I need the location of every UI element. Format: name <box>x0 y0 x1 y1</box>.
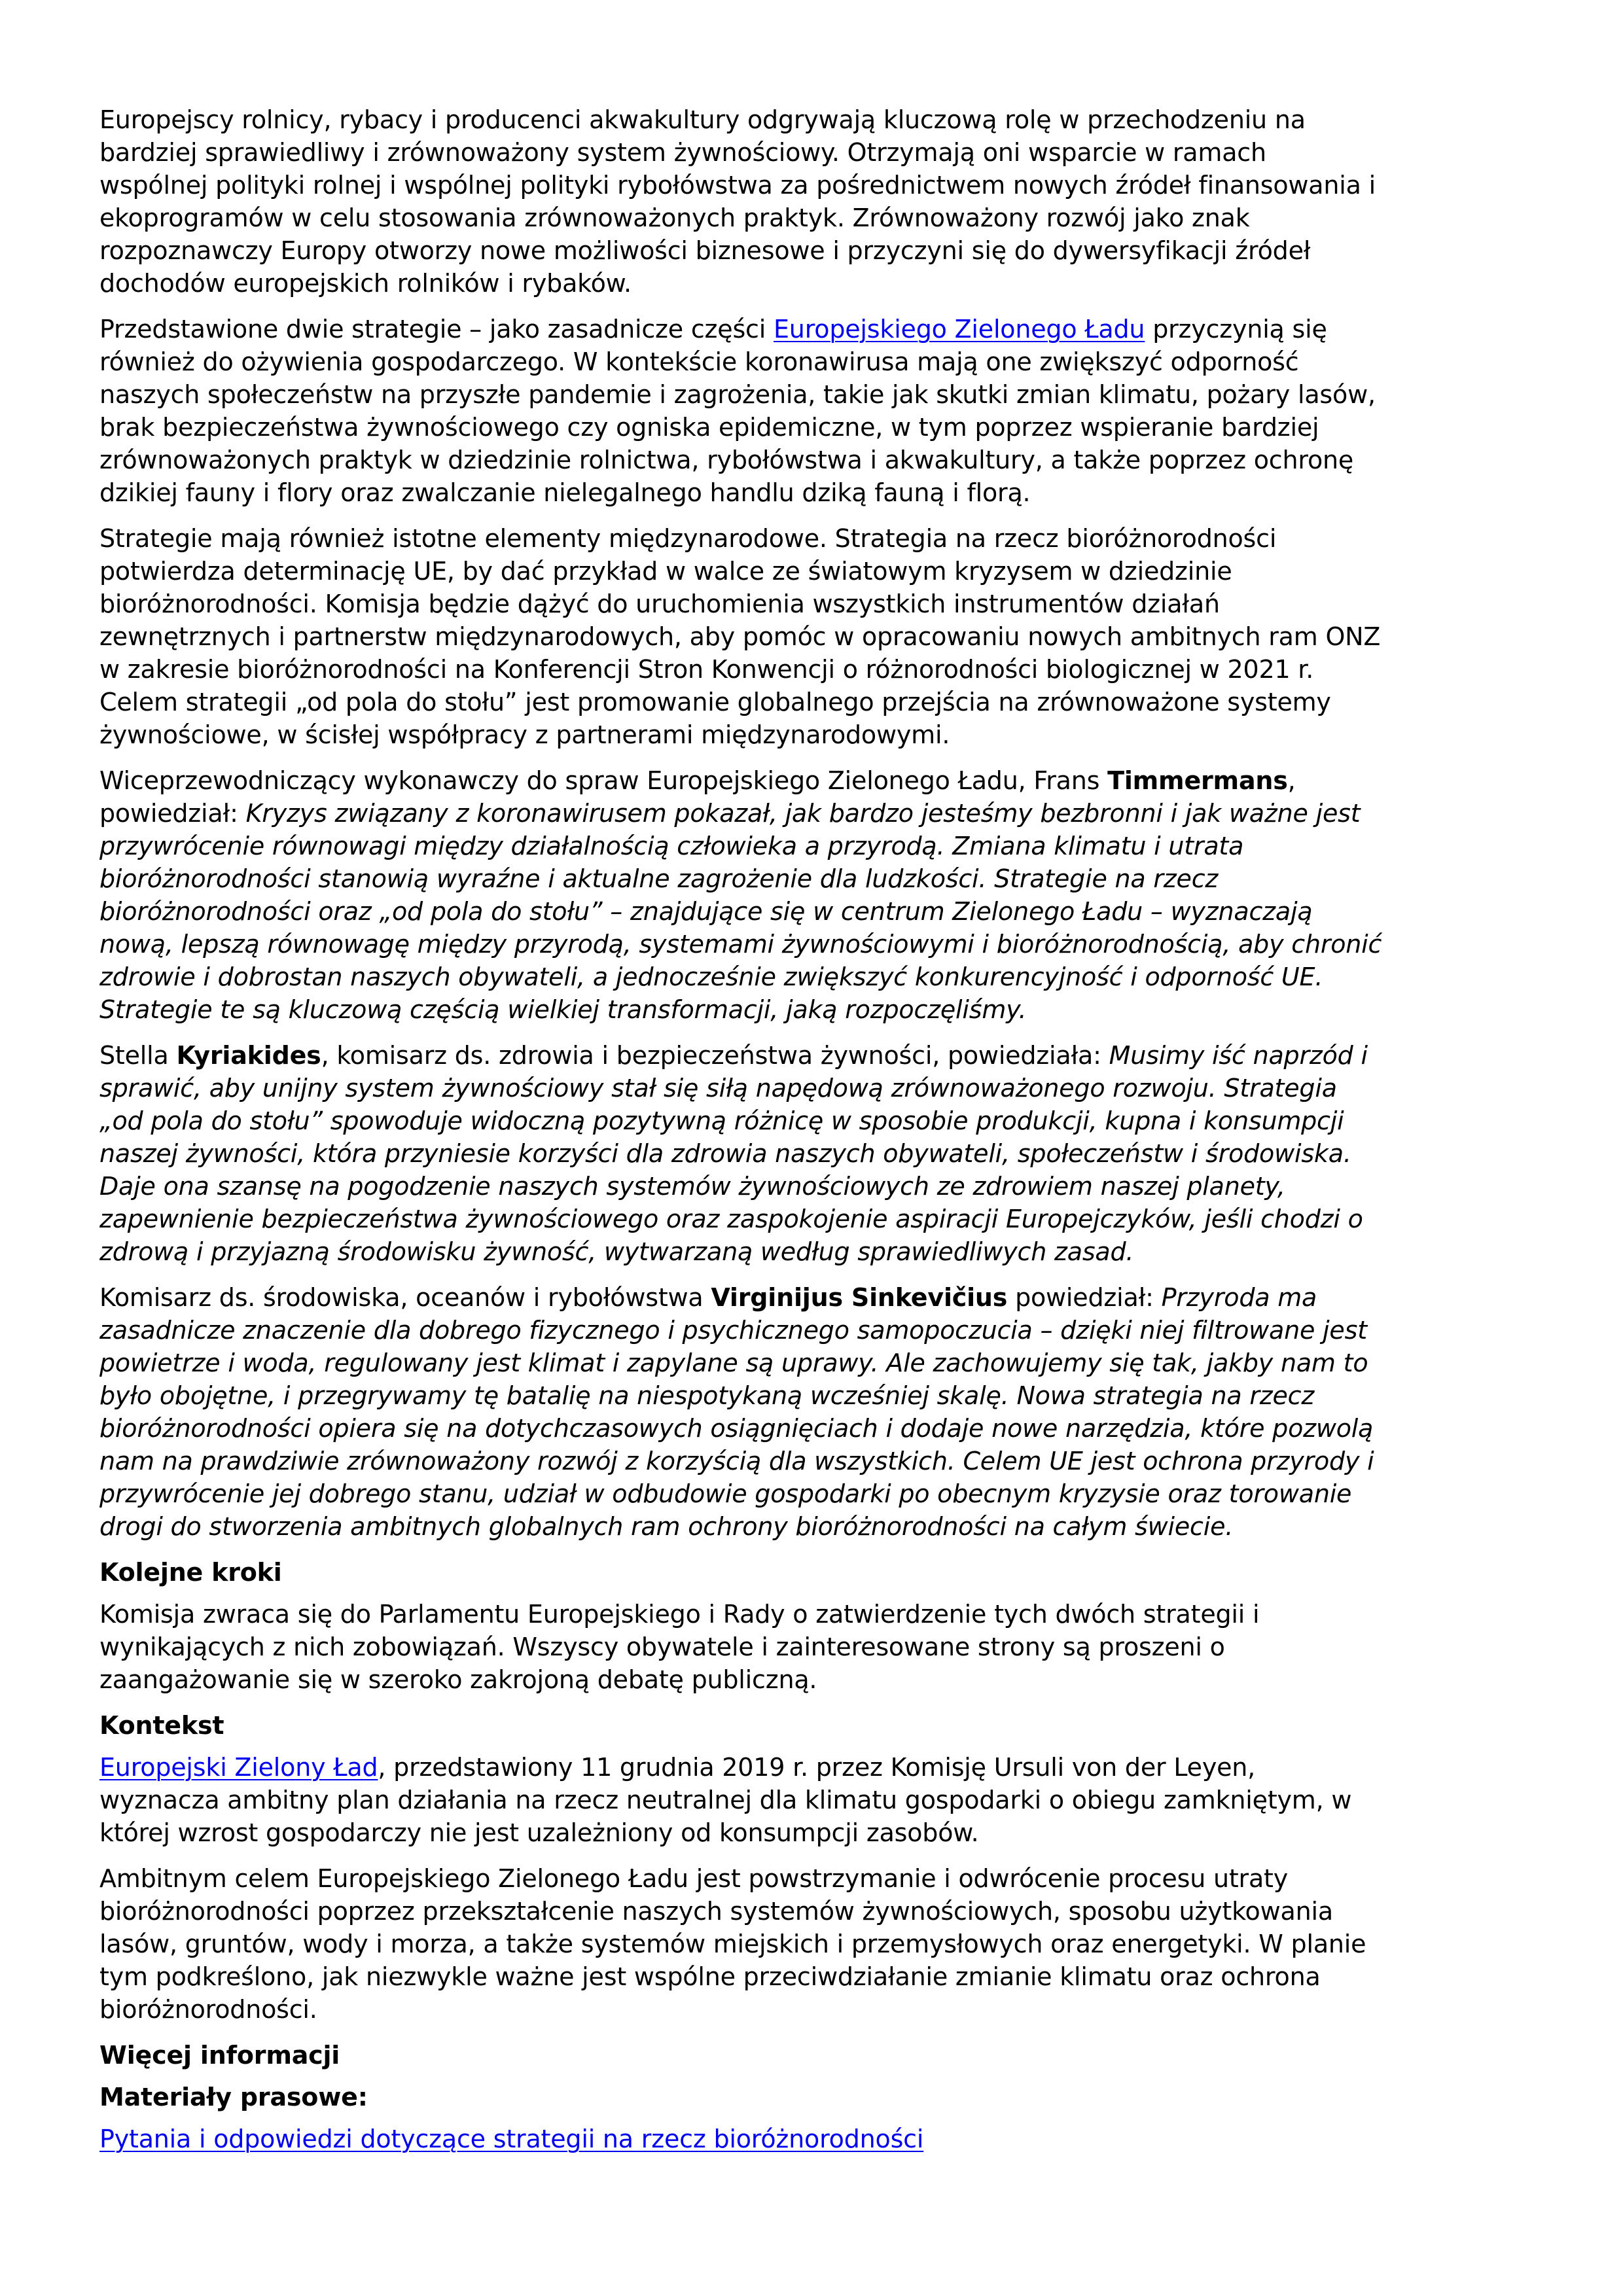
european-green-deal-link[interactable]: Europejski Zielony Ład <box>99 1753 378 1782</box>
text-segment: Przedstawione dwie strategie – jako zasadnicze części <box>99 315 774 344</box>
quote-line: zdrową i przyjazną środowisku żywność, wytwarzaną według sprawiedliwych zasad. <box>99 1237 1134 1266</box>
text-line: tym podkreślono, jak niezwykle ważne jest wspólne przeciwdziałanie zmianie klimatu oraz ochrona <box>99 1962 1321 1991</box>
text-segment: powiedział: <box>1007 1283 1162 1312</box>
paragraph-context-ambition <box>99 1862 1539 2026</box>
text-line: brak bezpieczeństwa żywnościowego czy ogniska epidemiczne, w tym poprzez wspieranie bardziej <box>99 413 1319 442</box>
text-line: rozpoznawczy Europy otworzy nowe możliwości biznesowe i przyczyni się do dywersyfikacji źródeł <box>99 236 1311 265</box>
text-line <box>99 1039 1539 1072</box>
text-line: również do ożywienia gospodarczego. W kontekście koronawirusa mają one zwiększyć odporność <box>99 347 1299 376</box>
text-line: Europejscy rolnicy, rybacy i producenci akwakultury odgrywają kluczową rolę w przechodzeniu na <box>99 105 1306 134</box>
text-line <box>99 313 1539 345</box>
text-line: Strategie mają również istotne elementy międzynarodowe. Strategia na rzecz bioróżnorodności <box>99 524 1277 553</box>
paragraph-international <box>99 522 1539 751</box>
text-segment: , komisarz ds. zdrowia i bezpieczeństwa żywności, powiedziała: <box>321 1041 1109 1070</box>
text-line: potwierdza determinację UE, by dać przykład w walce ze światowym kryzysem w dziedzinie <box>99 557 1232 586</box>
text-line: dzikiej fauny i flory oraz zwalczanie nielegalnego handlu dziką fauną i florą. <box>99 478 1031 507</box>
paragraph-two-strategies <box>99 313 1539 509</box>
quote-sinkevicius <box>99 1281 1539 1543</box>
text-line: lasów, gruntów, wody i morza, a także systemów miejskich i przemysłowych oraz energetyki. W planie <box>99 1930 1366 1958</box>
european-green-deal-link[interactable]: Europejskiego Zielonego Ładu <box>774 315 1145 344</box>
text-line: zrównoważonych praktyk w dziedzinie rolnictwa, rybołówstwa i akwakultury, a także poprzez ochronę <box>99 446 1354 474</box>
text-line <box>99 1751 1539 1784</box>
heading-more-info: Więcej informacji <box>99 2041 340 2070</box>
text-line: dochodów europejskich rolników i rybaków. <box>99 269 632 298</box>
text-line <box>99 797 1539 830</box>
text-segment: , przedstawiony 11 grudnia 2019 r. przez Komisję Ursuli von der Leyen, <box>378 1753 1256 1782</box>
quote-kyriakides <box>99 1039 1539 1268</box>
quote-line: Strategie te są kluczową częścią wielkiej transformacji, jaką rozpoczęliśmy. <box>99 995 1027 1024</box>
text-line: żywnościowe, w ścisłej współpracy z partnerami międzynarodowymi. <box>99 720 950 749</box>
heading-context: Kontekst <box>99 1711 224 1740</box>
text-segment: Komisarz ds. środowiska, oceanów i rybołówstwa <box>99 1283 711 1312</box>
speaker-name: Timmermans <box>1107 766 1288 795</box>
quote-line: powietrze i woda, regulowany jest klimat i zapylane są uprawy. Ale zachowujemy się tak, jakby nam to <box>99 1349 1368 1377</box>
speaker-name: Virginijus Sinkevičius <box>711 1283 1008 1312</box>
text-line: wynikających z nich zobowiązań. Wszyscy obywatele i zainteresowane strony są proszeni o <box>99 1633 1225 1661</box>
text-segment: Stella <box>99 1041 177 1070</box>
text-line: Celem strategii „od pola do stołu” jest promowanie globalnego przejścia na zrównoważone systemy <box>99 688 1331 716</box>
document-page <box>99 103 1539 2168</box>
quote-line: bioróżnorodności stanowią wyraźne i aktualne zagrożenie dla ludzkości. Strategie na rzecz <box>99 864 1219 893</box>
paragraph-next-steps <box>99 1598 1539 1696</box>
quote-text: Przyroda ma <box>1161 1283 1317 1312</box>
quote-line: przywrócenie równowagi między działalnością człowieka a przyrodą. Zmiana klimatu i utrata <box>99 832 1244 860</box>
quote-line: drogi do stworzenia ambitnych globalnych ram ochrony bioróżnorodności na całym świecie. <box>99 1512 1234 1541</box>
text-segment: Wiceprzewodniczący wykonawczy do spraw Europejskiego Zielonego Ładu, Frans <box>99 766 1108 795</box>
text-segment: , <box>1287 766 1296 795</box>
heading-press-materials: Materiały prasowe: <box>99 2083 368 2111</box>
quote-line: było obojętne, i przegrywamy tę batalię na niespotykaną wcześniej skalę. Nowa strategia na rzecz <box>99 1381 1315 1410</box>
text-line: Komisja zwraca się do Parlamentu Europejskiego i Rady o zatwierdzenie tych dwóch strategii i <box>99 1600 1260 1629</box>
text-line: Ambitnym celem Europejskiego Zielonego Ładu jest powstrzymanie i odwrócenie procesu utraty <box>99 1864 1289 1893</box>
text-line <box>99 764 1539 797</box>
quote-text: Kryzys związany z koronawirusem pokazał, jak bardzo jesteśmy bezbronni i jak ważne jest <box>245 799 1361 828</box>
text-segment: powiedział: <box>99 799 246 828</box>
quote-line: zasadnicze znaczenie dla dobrego fizycznego i psychicznego samopoczucia – dzięki niej filtrowane jest <box>99 1316 1367 1345</box>
text-line: ekoprogramów w celu stosowania zrównoważonych praktyk. Zrównoważony rozwój jako znak <box>99 203 1250 232</box>
biodiversity-qa-link[interactable]: Pytania i odpowiedzi dotyczące strategii na rzecz bioróżnorodności <box>99 2125 924 2153</box>
paragraph-context-green-deal <box>99 1751 1539 1849</box>
text-segment: przyczynią się <box>1145 315 1327 344</box>
quote-line: „od pola do stołu” spowoduje widoczną pozytywną różnicę w sposobie produkcji, kupna i konsumpcji <box>99 1106 1344 1135</box>
quote-timmermans <box>99 764 1539 1026</box>
quote-text: Musimy iść naprzód i <box>1109 1041 1368 1070</box>
text-line: zaangażowanie się w szeroko zakrojoną debatę publiczną. <box>99 1665 817 1694</box>
paragraph-farmers-fishers <box>99 103 1539 300</box>
text-line: wyznacza ambitny plan działania na rzecz neutralnej dla klimatu gospodarki o obiegu zamkniętym, w <box>99 1786 1352 1814</box>
quote-line: zdrowie i dobrostan naszych obywateli, a jednocześnie zwiększyć konkurencyjność i odporność UE. <box>99 963 1323 991</box>
quote-line: przywrócenie jej dobrego stanu, udział w odbudowie gospodarki po obecnym kryzysie oraz torowanie <box>99 1479 1352 1508</box>
text-line: bardziej sprawiedliwy i zrównoważony system żywnościowy. Otrzymają oni wsparcie w ramach <box>99 138 1266 167</box>
quote-line: naszej żywności, która przyniesie korzyści dla zdrowia naszych obywateli, społeczeństw i środowiska. <box>99 1139 1351 1168</box>
quote-line: sprawić, aby unijny system żywnościowy stał się siłą napędową zrównoważonego rozwoju. Strategia <box>99 1074 1337 1103</box>
quote-line: Daje ona szansę na pogodzenie naszych systemów żywnościowych ze zdrowiem naszej planety, <box>99 1172 1285 1201</box>
text-line: bioróżnorodności. <box>99 1995 317 2024</box>
text-line: zewnętrznych i partnerstw międzynarodowych, aby pomóc w opracowaniu nowych ambitnych ram ONZ <box>99 622 1381 651</box>
quote-line: zapewnienie bezpieczeństwa żywnościowego oraz zaspokojenie aspiracji Europejczyków, jeśli chodzi o <box>99 1205 1363 1233</box>
text-line: bioróżnorodności poprzez przekształcenie naszych systemów żywnościowych, sposobu użytkowania <box>99 1897 1333 1926</box>
speaker-name: Kyriakides <box>176 1041 321 1070</box>
text-line: w zakresie bioróżnorodności na Konferencji Stron Konwencji o różnorodności biologicznej w 2021 r. <box>99 655 1314 684</box>
heading-next-steps: Kolejne kroki <box>99 1558 282 1587</box>
text-line: naszych społeczeństw na przyszłe pandemie i zagrożenia, takie jak skutki zmian klimatu, pożary lasów, <box>99 380 1376 409</box>
text-line <box>99 1281 1539 1314</box>
quote-line: bioróżnorodności oraz „od pola do stołu” – znajdujące się w centrum Zielonego Ładu – wyznaczają <box>99 897 1313 926</box>
text-line: bioróżnorodności. Komisja będzie dążyć do uruchomienia wszystkich instrumentów działań <box>99 590 1220 618</box>
quote-line: nam na prawdziwie zrównoważony rozwój z korzyścią dla wszystkich. Celem UE jest ochrona przyrody i <box>99 1447 1374 1475</box>
press-materials-links <box>99 2123 1539 2155</box>
quote-line: bioróżnorodności opiera się na dotychczasowych osiągnięciach i dodaje nowe narzędzia, które pozwolą <box>99 1414 1374 1443</box>
quote-line: nową, lepszą równowagę między przyrodą, systemami żywnościowymi i bioróżnorodnością, aby chronić <box>99 930 1382 959</box>
text-line: której wzrost gospodarczy nie jest uzależniony od konsumpcji zasobów. <box>99 1818 979 1847</box>
text-line: wspólnej polityki rolnej i wspólnej polityki rybołówstwa za pośrednictwem nowych źródeł finansowania i <box>99 171 1376 200</box>
